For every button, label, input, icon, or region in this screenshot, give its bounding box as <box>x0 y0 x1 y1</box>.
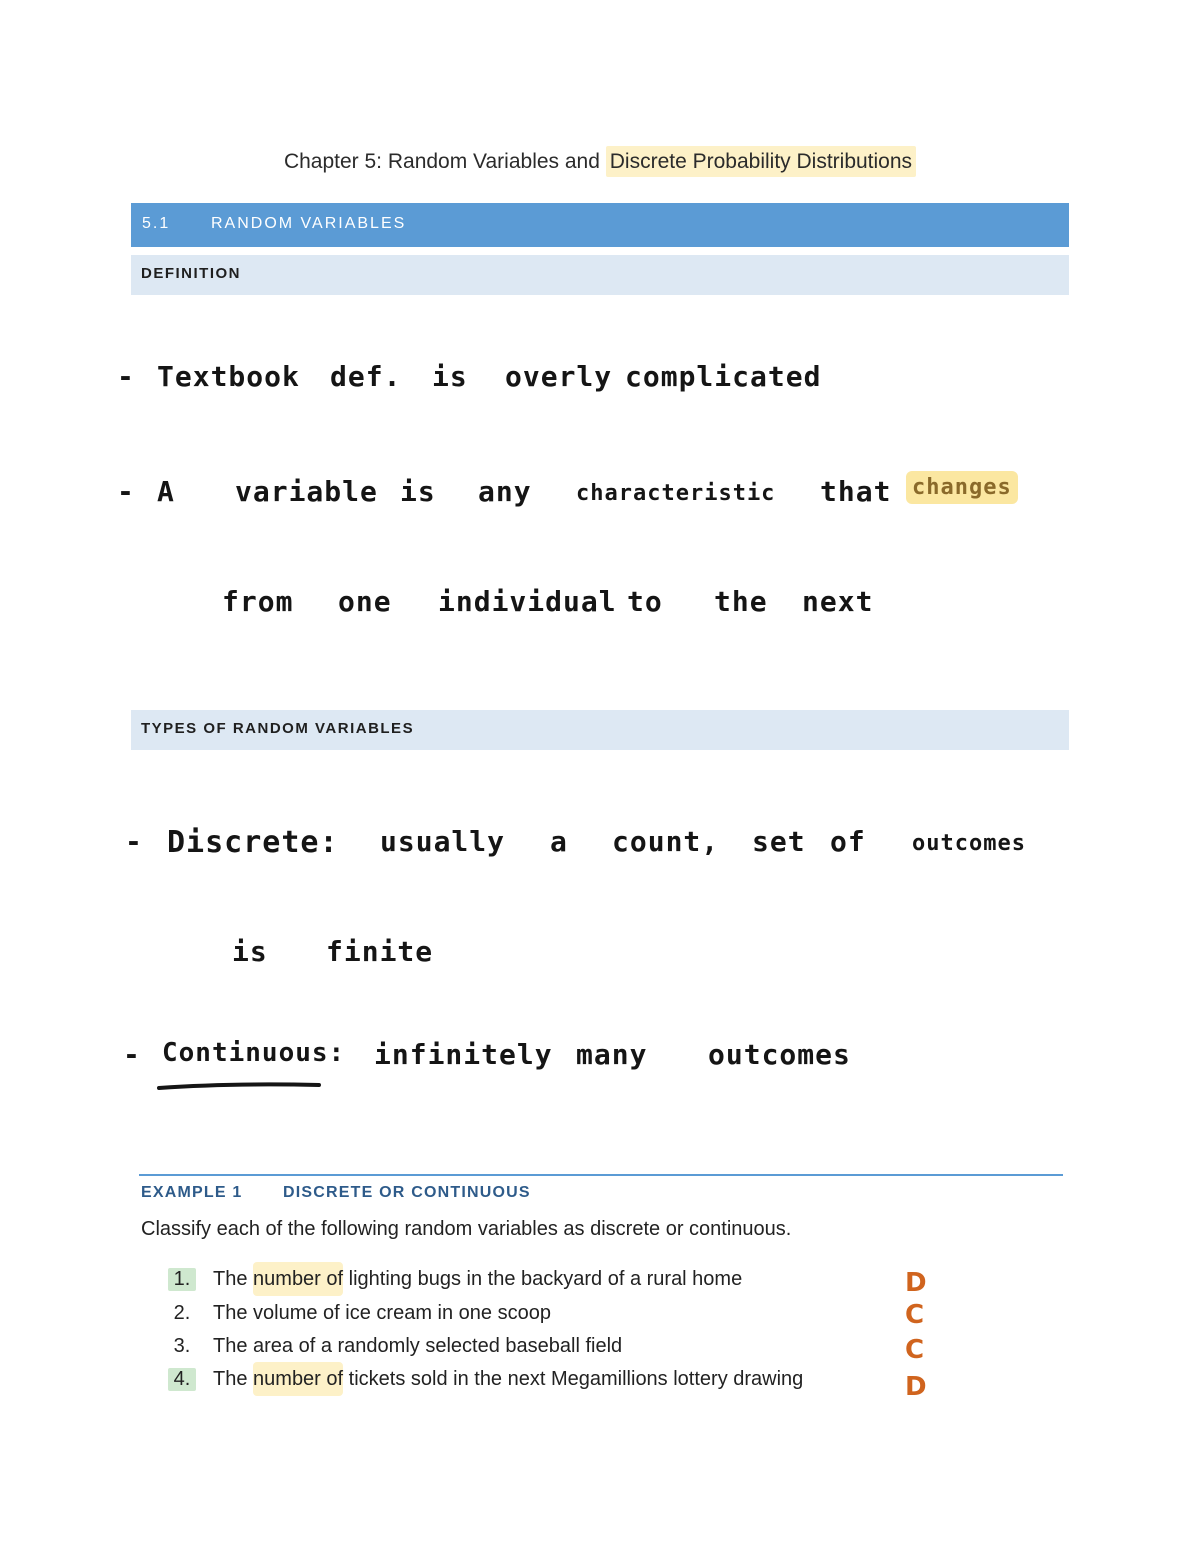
note-word: that <box>820 475 892 508</box>
item-answer: D <box>905 1268 927 1298</box>
definition-header: DEFINITION <box>141 265 241 282</box>
list-item <box>0 1368 1200 1400</box>
definition-header-bar <box>131 255 1069 295</box>
note-dash: - <box>117 475 135 508</box>
note-word: any <box>478 475 532 508</box>
list-item <box>0 1268 1200 1300</box>
note-line-individual <box>0 585 1200 625</box>
example-title: DISCRETE OR CONTINUOUS <box>283 1184 531 1201</box>
note-word: of <box>830 825 866 858</box>
note-line-variable-def <box>0 475 1200 515</box>
note-line-continuous <box>0 1038 1200 1078</box>
section-number: 5.1 <box>142 215 171 232</box>
note-word: variable <box>235 475 378 508</box>
note-word: infinitely <box>374 1038 553 1071</box>
note-word: usually <box>380 825 506 858</box>
note-line-textbook-def <box>0 360 1200 400</box>
types-header-bar <box>131 710 1069 750</box>
note-word: outcomes <box>912 831 1026 856</box>
note-word: complicated <box>625 360 822 393</box>
item-text: The area of a randomly selected baseball field <box>213 1335 623 1357</box>
note-word: Textbook <box>157 360 300 393</box>
section-label: RANDOM VARIABLES <box>211 215 407 232</box>
title-prefix: Chapter 5: Random Variables and <box>283 150 606 173</box>
item-answer: C <box>905 1335 925 1365</box>
list-item <box>0 1335 1200 1367</box>
note-highlighted-word: changes <box>906 471 1018 504</box>
item-text: The volume of ice cream in one scoop <box>213 1302 551 1324</box>
note-word: one <box>338 585 392 618</box>
note-word: is <box>432 360 468 393</box>
note-word: next <box>802 585 874 618</box>
example-intro: Classify each of the following random variables as discrete or continuous. <box>141 1218 792 1240</box>
item-answer: C <box>905 1300 925 1330</box>
handwritten-underline <box>155 1076 325 1096</box>
item-number: 3. <box>173 1335 191 1357</box>
title-highlight: Discrete Probability Distributions <box>606 146 916 177</box>
note-word: to <box>627 585 663 618</box>
note-dash: - <box>123 1038 141 1071</box>
note-word: overly <box>505 360 613 393</box>
item-number: 1. <box>168 1268 196 1291</box>
example-divider <box>139 1174 1063 1176</box>
note-line-discrete <box>0 825 1200 865</box>
page-title <box>0 150 1200 174</box>
example-label: EXAMPLE 1 <box>141 1184 243 1201</box>
note-word: a <box>550 825 568 858</box>
item-text: The number of lighting bugs in the backyard of a rural home <box>213 1268 742 1291</box>
note-word: individual <box>438 585 617 618</box>
item-number: 4. <box>168 1368 196 1391</box>
note-word: the <box>714 585 768 618</box>
note-word: def. <box>330 360 402 393</box>
example-heading <box>0 1184 1200 1206</box>
note-dash: - <box>125 825 143 858</box>
note-word: Continuous: <box>162 1038 346 1068</box>
note-word: set <box>752 825 806 858</box>
note-word: Discrete: <box>167 825 339 860</box>
list-item <box>0 1302 1200 1334</box>
note-word: is <box>232 935 268 968</box>
note-dash: - <box>117 360 135 393</box>
note-word: characteristic <box>576 481 776 506</box>
note-word: finite <box>326 935 434 968</box>
note-word: from <box>222 585 294 618</box>
note-word: A <box>157 475 175 508</box>
item-number: 2. <box>173 1302 191 1324</box>
types-header: TYPES OF RANDOM VARIABLES <box>141 720 415 737</box>
item-text: The number of tickets sold in the next Megamillions lottery drawing <box>213 1368 803 1391</box>
note-word: outcomes <box>708 1038 851 1071</box>
note-word: count, <box>612 825 720 858</box>
item-answer: D <box>905 1372 927 1402</box>
note-line-finite <box>0 935 1200 975</box>
note-word: many <box>576 1038 648 1071</box>
section-header-bar <box>131 203 1069 247</box>
note-word: is <box>400 475 436 508</box>
